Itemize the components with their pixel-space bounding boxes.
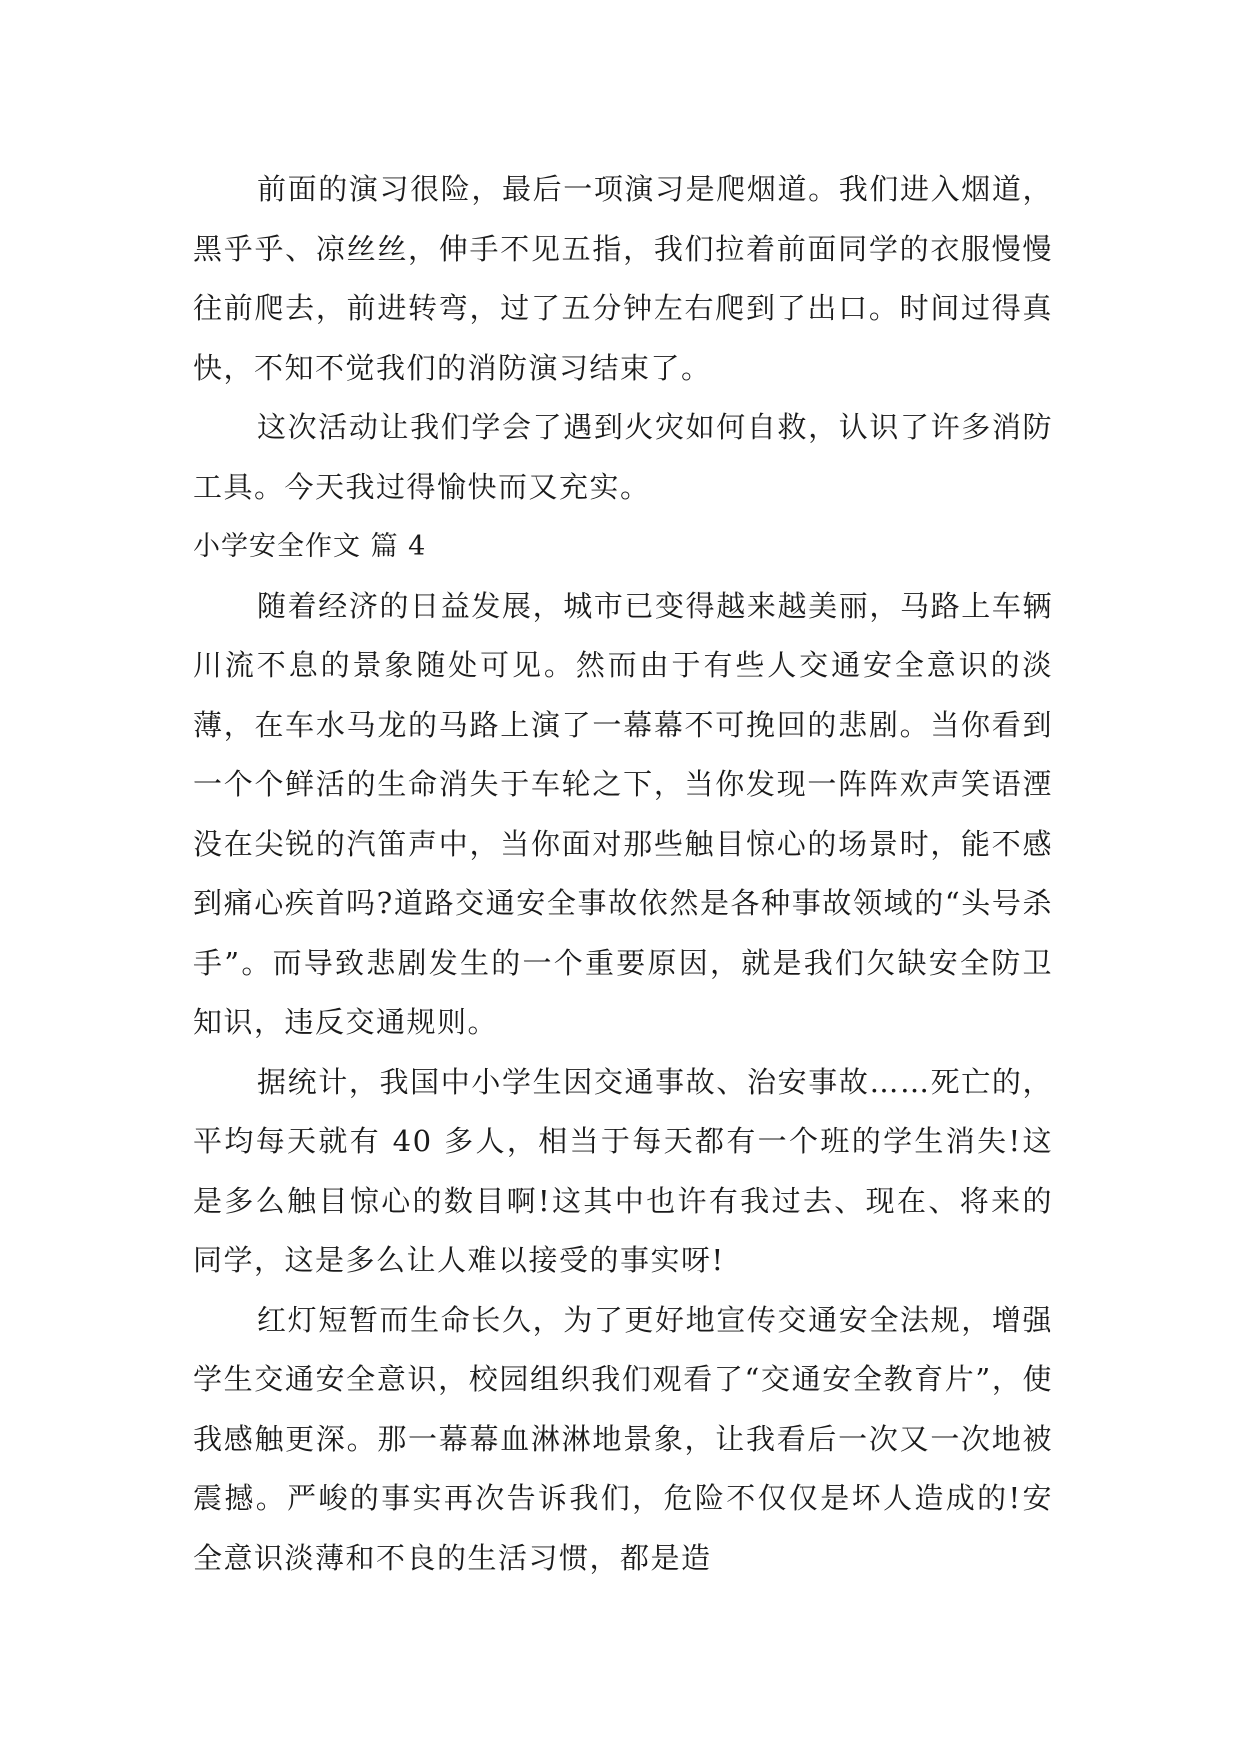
paragraph-education-film: 红灯短暂而生命长久，为了更好地宣传交通安全法规，增强学生交通安全意识，校园组织我们观看了“交通安全教育片”，使我感触更深。那一幕幕血淋淋地景象，让我看后一次又一次地被震撼。严峻的事实再次告诉我们，危险不仅仅是坏人造成的!安全意识淡薄和不良的生活习惯，都是造 <box>193 1302 1053 1575</box>
paragraph-statistics: 据统计，我国中小学生因交通事故、治安事故……死亡的，平均每天就有 40 多人，相当于每天都有一个班的学生消失!这是多么触目惊心的数目啊!这其中也许有我过去、现在、将来的同学，这是多么让人难以接受的事实呀! <box>193 1064 1053 1277</box>
paragraph-chimney-drill: 前面的演习很险，最后一项演习是爬烟道。我们进入烟道，黑乎乎、凉丝丝，伸手不见五指，我们拉着前面同学的衣服慢慢往前爬去，前进转弯，过了五分钟左右爬到了出口。时间过得真快，不知不觉我们的消防演习结束了。 <box>193 172 1053 385</box>
section-heading: 小学安全作文 篇 4 <box>193 531 427 562</box>
paragraph-traffic-safety: 随着经济的日益发展，城市已变得越来越美丽，马路上车辆川流不息的景象随处可见。然而由于有些人交通安全意识的淡薄，在车水马龙的马路上演了一幕幕不可挽回的悲剧。当你看到一个个鲜活的生命消失于车轮之下，当你发现一阵阵欢声笑语湮没在尖锐的汽笛声中，当你面对那些触目惊心的场景时，能不感到痛心疾首吗?道路交通安全事故依然是各种事故领域的“头号杀手”。而导致悲剧发生的一个重要原因，就是我们欠缺安全防卫知识，违反交通规则。 <box>193 588 1053 1039</box>
document-body <box>193 160 1053 1588</box>
paragraph-activity-summary: 这次活动让我们学会了遇到火灾如何自救，认识了许多消防工具。今天我过得愉快而又充实。 <box>193 410 1053 504</box>
